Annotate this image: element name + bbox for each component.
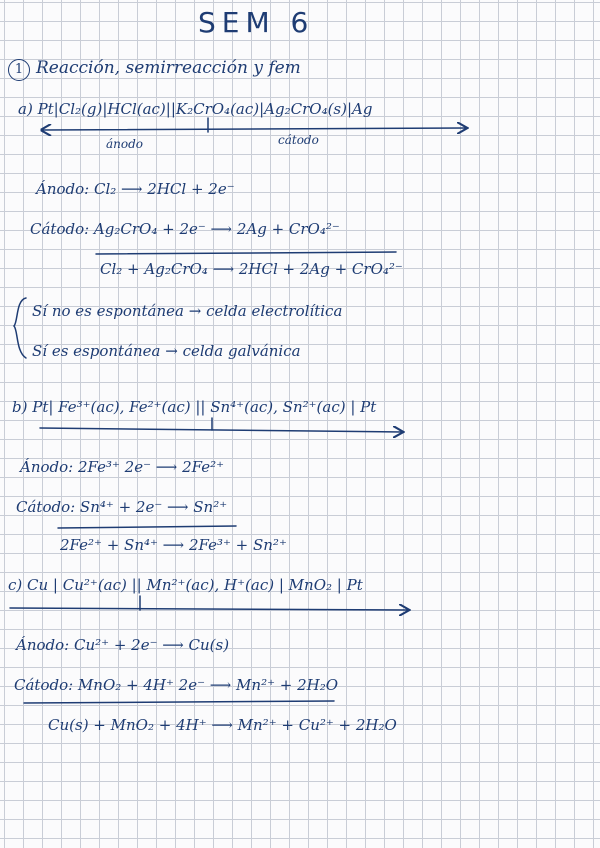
section-number: 1 (8, 59, 30, 81)
cell-notation-b: b) Pt| Fe³⁺(ac), Fe²⁺(ac) || Sn⁴⁺(ac), Sn²⁺(ac) | Pt (12, 398, 377, 416)
arrow-cell-a (42, 128, 466, 130)
anodo-equation-a: Ánodo: Cl₂ ⟶ 2HCl + 2e⁻ (36, 180, 235, 198)
anodo-equation-c: Ánodo: Cu²⁺ + 2e⁻ ⟶ Cu(s) (16, 636, 230, 654)
sum-line-b (58, 526, 236, 528)
global-equation-a: Cl₂ + Ag₂CrO₄ ⟶ 2HCl + 2Ag + CrO₄²⁻ (100, 260, 403, 278)
cell-notation-a: a) Pt|Cl₂(g)|HCl(ac)||K₂CrO₄(ac)|Ag₂CrO₄(s)|Ag (18, 100, 373, 118)
global-equation-c: Cu(s) + MnO₂ + 4H⁺ ⟶ Mn²⁺ + Cu²⁺ + 2H₂O (48, 716, 397, 734)
sum-line-c (24, 701, 334, 703)
anodo-equation-b: Ánodo: 2Fe³⁺ 2e⁻ ⟶ 2Fe²⁺ (20, 458, 225, 476)
note-electrolytic: Sí no es espontánea → celda electrolítica (32, 302, 343, 320)
catodo-equation-c: Cátodo: MnO₂ + 4H⁺ 2e⁻ ⟶ Mn²⁺ + 2H₂O (14, 676, 339, 694)
brace-notes (14, 298, 26, 358)
catodo-equation-b: Cátodo: Sn⁴⁺ + 2e⁻ ⟶ Sn²⁺ (16, 498, 228, 516)
sum-line-a (96, 252, 396, 254)
arrow-cell-c (10, 608, 408, 610)
section-heading-text: Reacción, semirreacción y fem (36, 58, 301, 78)
catodo-equation-a: Cátodo: Ag₂CrO₄ + 2e⁻ ⟶ 2Ag + CrO₄²⁻ (30, 220, 340, 238)
anodo-label-a: ánodo (106, 137, 144, 151)
catodo-label-a: cátodo (278, 133, 319, 147)
note-galvanic: Sí es espontánea → celda galvánica (32, 342, 301, 360)
arrow-cell-b (40, 428, 402, 432)
cell-notation-c: c) Cu | Cu²⁺(ac) || Mn²⁺(ac), H⁺(ac) | MnO₂ | Pt (8, 576, 363, 594)
global-equation-b: 2Fe²⁺ + Sn⁴⁺ ⟶ 2Fe³⁺ + Sn²⁺ (60, 536, 287, 554)
page-title: SEM 6 (198, 6, 315, 39)
